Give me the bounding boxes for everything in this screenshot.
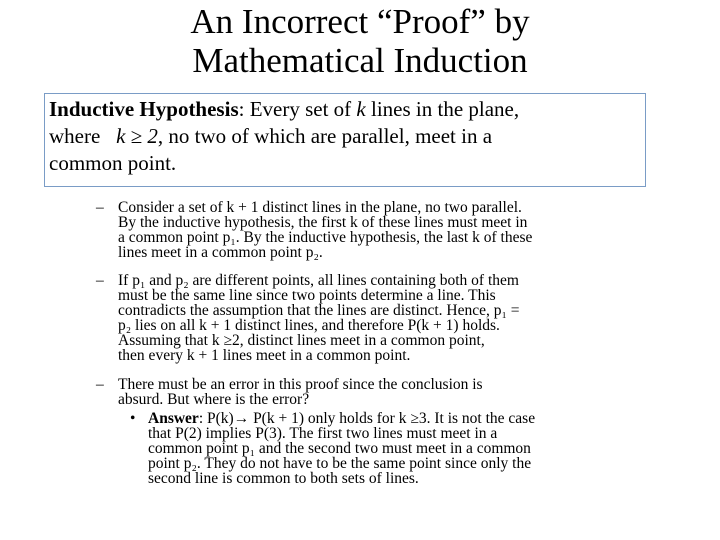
- item2-line: contradicts the assumption that the lines are distinct. Hence, p₁ =: [118, 302, 520, 319]
- item1-line: a common point p₁. By the inductive hypothesis, the last k of these: [118, 229, 533, 246]
- hypothesis-text-1b: lines in the plane,: [365, 97, 520, 121]
- dash-marker: –: [96, 272, 104, 289]
- hypothesis-k: k: [356, 97, 366, 121]
- answer-line: point p₂. They do not have to be the same point since only the: [148, 455, 532, 472]
- answer-text: : P(k)→ P(k + 1) only holds for k ≥3. It is not the case: [198, 410, 536, 427]
- item2-line: then every k + 1 lines meet in a common point.: [118, 347, 411, 364]
- answer-line: [148, 411, 688, 426]
- item2-line: p₂ lies on all k + 1 distinct lines, and therefore P(k + 1) holds.: [118, 317, 500, 334]
- hypothesis-line-2: [49, 123, 641, 150]
- hypothesis-line-1: [49, 96, 641, 123]
- answer-line: second line is common to both sets of lines.: [148, 470, 419, 487]
- hypothesis-math: k ≥ 2: [116, 124, 158, 148]
- item2-line: Assuming that k ≥2, distinct lines meet in a common point,: [118, 332, 485, 349]
- answer-line: common point p₁ and the second two must meet in a common: [148, 440, 531, 457]
- dash-marker: –: [96, 376, 104, 393]
- hypothesis-text-2a: where: [49, 124, 106, 148]
- item3-line: There must be an error in this proof since the conclusion is: [118, 376, 483, 393]
- item1-line: By the inductive hypothesis, the first k of these lines must meet in: [118, 214, 528, 231]
- hypothesis-line-3: common point.: [49, 151, 177, 175]
- hypothesis-text-1: : Every set of: [238, 97, 357, 121]
- hypothesis-label: Inductive Hypothesis: [49, 97, 239, 121]
- answer-line: that P(2) implies P(3). The first two lines must meet in a: [148, 425, 498, 442]
- dash-marker: –: [96, 199, 104, 216]
- slide-title: [0, 4, 720, 78]
- item1-line: lines meet in a common point p₂.: [118, 244, 323, 261]
- title-line-2: Mathematical Induction: [192, 41, 528, 80]
- inductive-hypothesis-box: [44, 93, 646, 187]
- title-line-1: An Incorrect “Proof” by: [190, 2, 530, 41]
- hypothesis-text-2b: , no two of which are parallel, meet in a: [157, 124, 493, 148]
- item3-line: absurd. But where is the error?: [118, 391, 310, 408]
- item2-line: must be the same line since two points determine a line. This: [118, 287, 496, 304]
- answer-label: Answer: [148, 410, 199, 427]
- bullet-marker: •: [130, 410, 136, 427]
- item1-line: Consider a set of k + 1 distinct lines in the plane, no two parallel.: [118, 199, 522, 216]
- item2-line: If p₁ and p₂ are different points, all lines containing both of them: [118, 272, 519, 289]
